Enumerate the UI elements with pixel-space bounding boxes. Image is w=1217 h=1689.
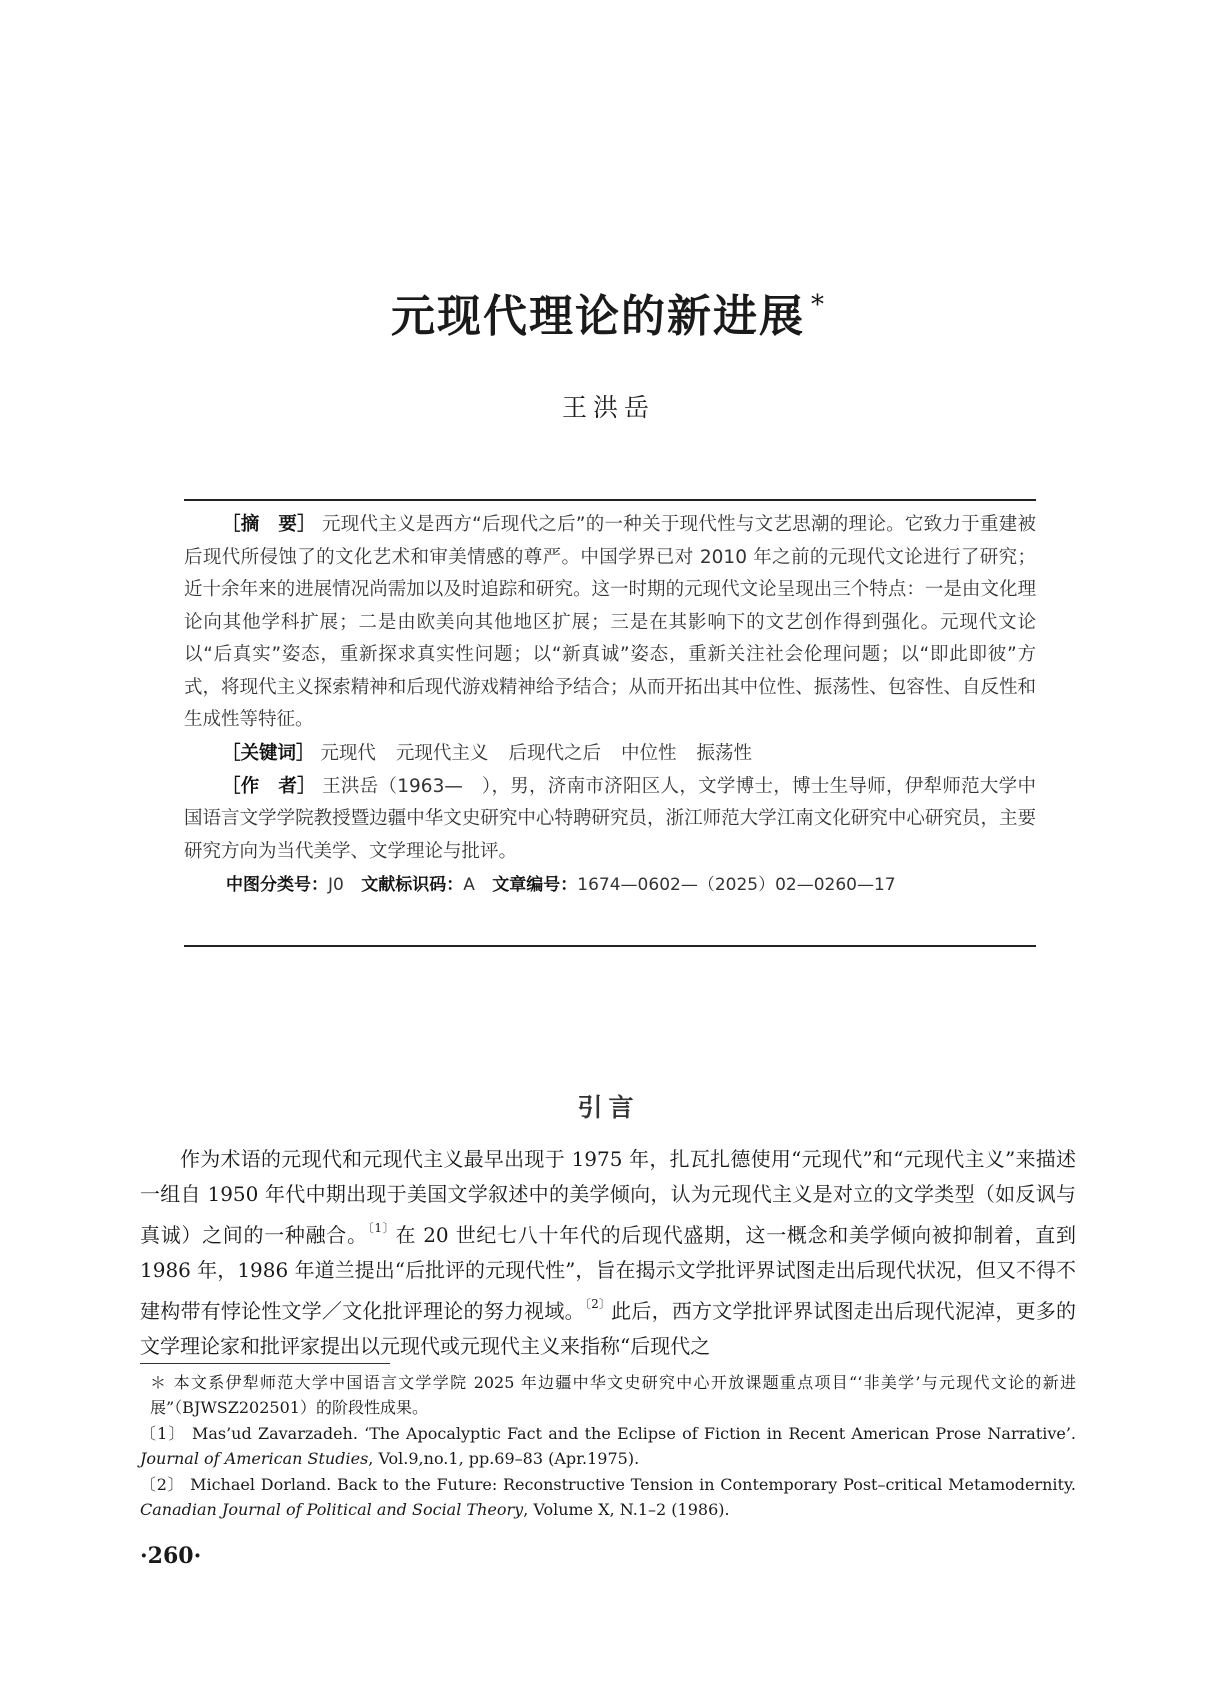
doc-code-label: 文献标识码： [361, 875, 464, 895]
section-heading: 引言 [577, 1093, 640, 1122]
article-number-value: 1674—0602—（2025）02—0260—17 [577, 875, 896, 895]
article-title [0, 280, 1217, 344]
keyword: 元现代 [320, 742, 376, 764]
abstract-text: 元现代主义是西方“后现代之后”的一种关于现代性与文艺思潮的理论。它致力于重建被后现代所侵蚀了的文化艺术和审美情感的尊严。中国学界已对 2010 年之前的元现代文论进行了研究；近十余年来的进展情况尚需加以及时追踪和研究。这一时期的元现代文论呈现出三个特点：一是由文化理论向其他学科扩展；二是由欧美向其他地区扩展；三是在其影响下的文艺创作得到强化。元现代文论以“后真实”姿态，重新探求真实性问题；以“新真诚”姿态，重新关注社会伦理问题；以“即此即彼”方式，将现代主义探索精神和后现代游戏精神给予结合；从而开拓出其中位性、振荡性、包容性、自反性和生成性等特征。 [184, 514, 1036, 730]
title-text: 元现代理论的新进展 [391, 291, 805, 342]
author-info-paragraph [184, 771, 1036, 869]
footnote-1-mark: 〔1〕 [140, 1424, 186, 1443]
clc-label: 中图分类号： [226, 875, 328, 895]
keyword: 元现代主义 [395, 742, 489, 764]
citation-ref-1[interactable]: 〔1〕 [367, 1221, 396, 1235]
author-info-label: ［作 者］ [222, 775, 316, 797]
footnote-funding: ＊ 本文系伊犁师范大学中国语言文学学院 2025 年边疆中华文史研究中心开放课题重点项目“‘非美学’与元现代文论的新进展”（BJWSZ202501）的阶段性成果。 [150, 1373, 1076, 1417]
footnote-divider [140, 1363, 390, 1364]
footnote-2 [140, 1472, 1076, 1522]
body-text-1: 作为术语的元现代和元现代主义最早出现于 1975 年，扎瓦扎德使用“元现代”和“元现代主义”来描述一组自 1950 年代中期出现于美国文学叙述中的美学倾向，认为元现代主义是对立的文学类型（如反讽与真诚）之间的一种融合。 [140, 1147, 1076, 1247]
footnote-1 [140, 1421, 1076, 1471]
author-name: 王洪岳 [561, 393, 655, 422]
body-text-2: 在 20 世纪七八十年代的后现代盛期，这一概念和美学倾向被抑制着，直到 1986 年，1986 年道兰提出“后批评的元现代性”，旨在揭示文学批评界试图走出后现代状况，但又不得不建构带有悖论性文学／文化批评理论的努力视域。 [140, 1223, 1076, 1323]
footnote-2-text: Michael Dorland. Back to the Future: Reconstructive Tension in Contemporary Post–critical Metamodernity. [190, 1475, 1076, 1494]
classification-row [184, 868, 1036, 902]
keywords-row [184, 737, 1036, 771]
footnote-1-journal: Journal of American Studies [140, 1449, 369, 1468]
footnote-1-text: Mas’ud Zavarzadeh. ‘The Apocalyptic Fact and the Eclipse of Fiction in Recent American Prose Narrative’. [191, 1424, 1077, 1443]
body-paragraph [140, 1142, 1076, 1363]
clc-value: J0 [328, 875, 344, 895]
keywords-label: ［关键词］ [222, 742, 315, 764]
article-number-label: 文章编号： [492, 875, 578, 895]
keyword: 中位性 [620, 742, 677, 764]
keyword: 振荡性 [696, 742, 752, 764]
abstract-label: ［摘 要］ [222, 514, 316, 535]
body-text-3: 此后，西方文学批评界试图走出后现代泥淖，更多的文学理论家和批评家提出以元现代或元现代主义来指称“后现代之 [140, 1299, 1077, 1358]
abstract-block [184, 499, 1036, 947]
doc-code-value: A [463, 875, 475, 895]
footnote-1-tail: , Vol.9,no.1, pp.69–83 (Apr.1975). [368, 1449, 640, 1468]
title-footnote-mark: * [811, 290, 826, 320]
page-number: ·260· [140, 1543, 202, 1569]
abstract-paragraph [184, 509, 1036, 737]
footnote-2-journal: Canadian Journal of Political and Social Theory [140, 1500, 524, 1519]
footnote-2-tail: , Volume X, N.1–2 (1986). [523, 1500, 730, 1519]
citation-ref-2[interactable]: 〔2〕 [584, 1297, 612, 1311]
footnotes [140, 1370, 1076, 1523]
keyword: 后现代之后 [508, 742, 601, 764]
footnote-2-mark: 〔2〕 [140, 1475, 185, 1494]
author-info-text: 王洪岳（1963— ），男，济南市济阳区人，文学博士，博士生导师，伊犁师范大学中国语言文学学院教授暨边疆中华文史研究中心特聘研究员，浙江师范大学江南文化研究中心研究员，主要研究方向为当代美学、文学理论与批评。 [184, 775, 1036, 862]
